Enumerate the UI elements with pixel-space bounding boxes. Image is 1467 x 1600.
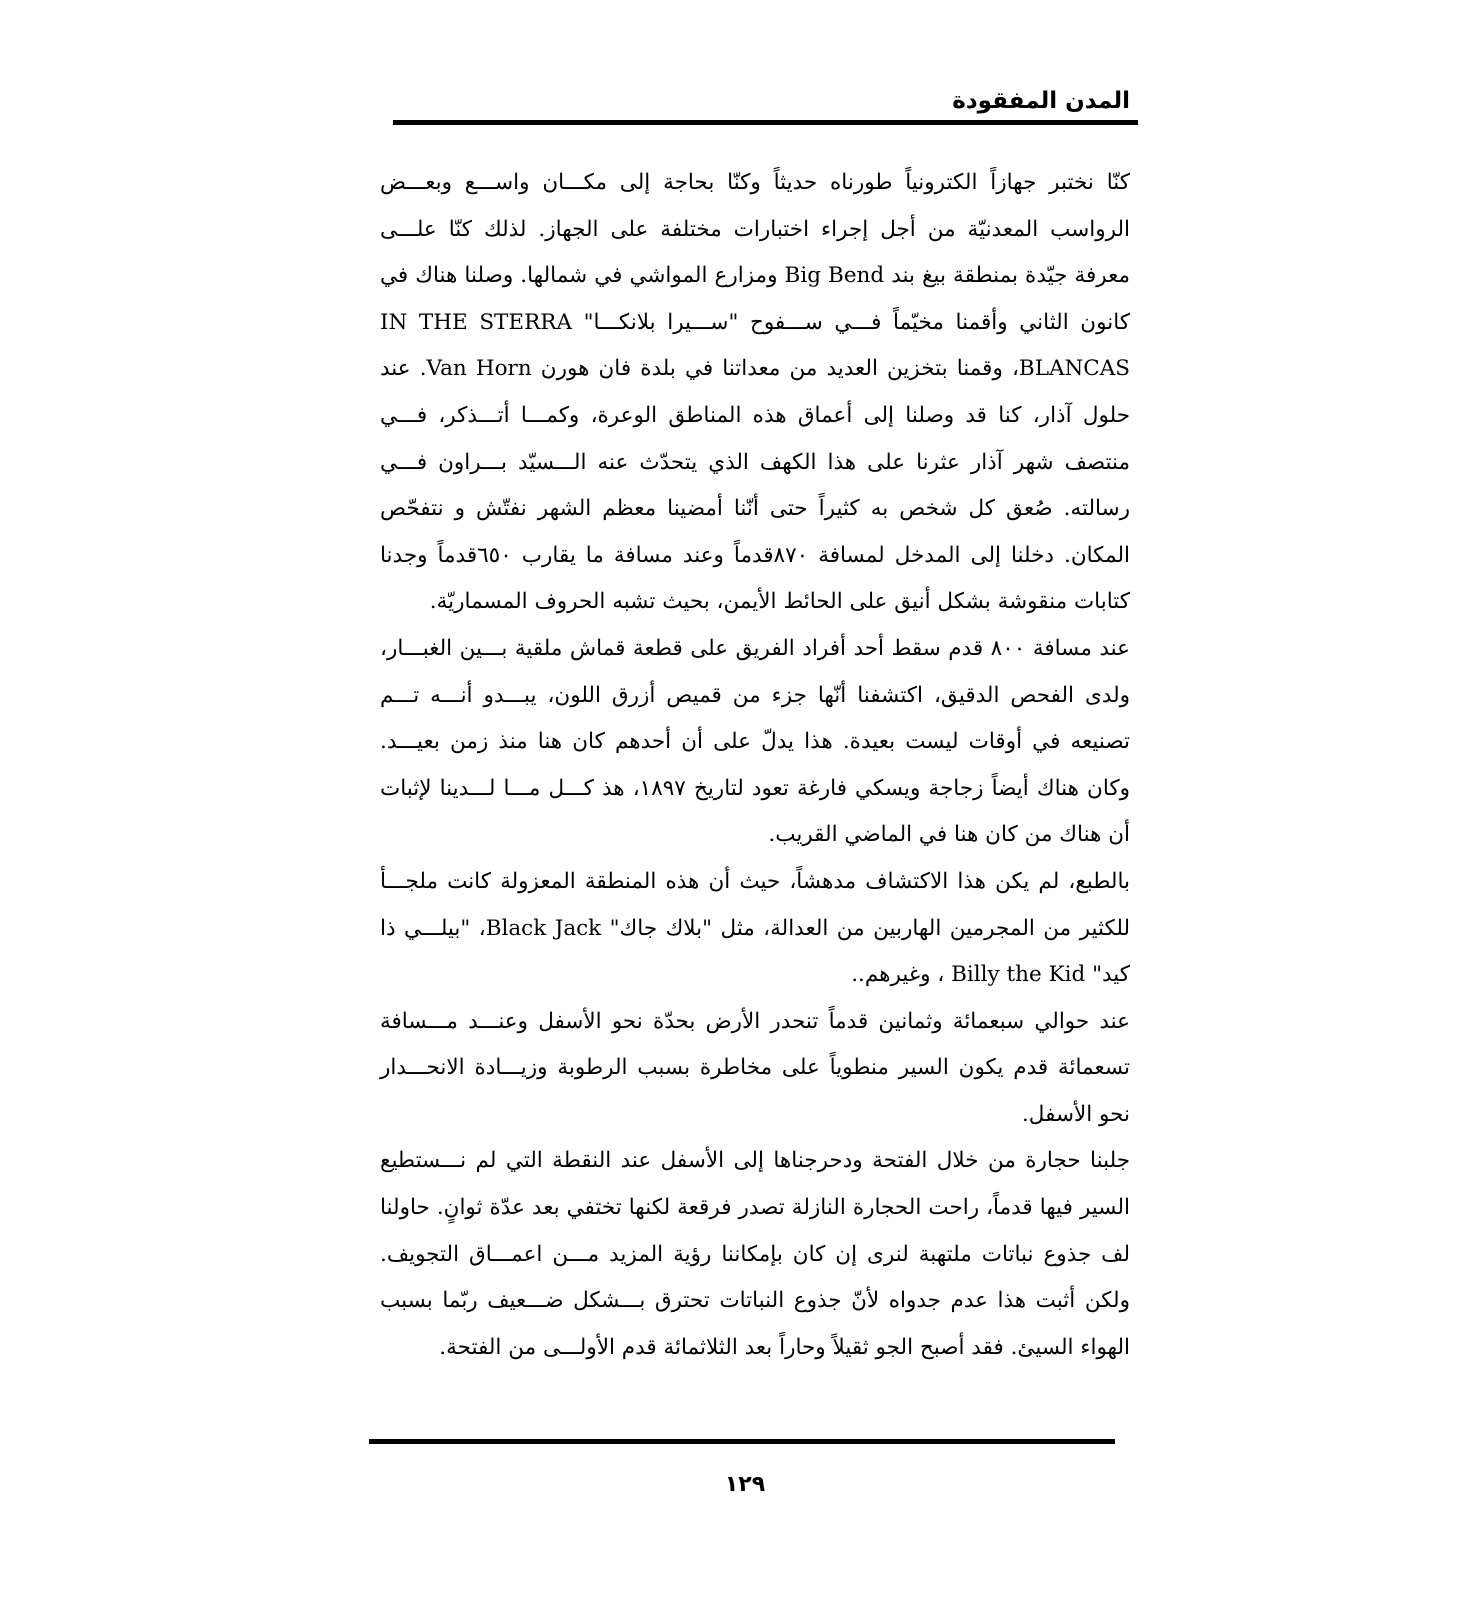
running-head-title: المدن المفقودة	[952, 88, 1130, 114]
page-number: ١٢٩	[724, 1472, 766, 1497]
paragraph: بالطبع، لم يكن هذا الاكتشاف مدهشاً، حيث أن هذه المنطقة المعزولة كانت ملجـــأ للكثير من المجرمين الهاربين من العدالة، مثل "بلاك جاك" Black Jack، "بيلـــي ذا كيد" Billy the Kid ، وغيرهم..	[380, 868, 1131, 988]
paragraph: عند حوالي سبعمائة وثمانين قدماً تنحدر الأرض بحدّة نحو الأسفل وعنـــد مـــسافة تسعمائة قدم يكون السير منطوياً على مخاطرة بسبب الرطوبة وزيـــادة الانحـــدار نحو الأسفل.	[380, 1008, 1130, 1127]
paragraph: جلبنا حجارة من خلال الفتحة ودحرجناها إلى الأسفل عند النقطة التي لم نـــستطيع السير فيها قدماً، راحت الحجارة النازلة تصدر فرقعة لكنها تختفي بعد عدّة ثوانٍ. حاولنا لف جذوع نباتات ملتهبة لنرى إن كان بإمكاننا رؤية المزيد مـــن اعمـــاق التجويف. ولكن أثبت هذا عدم جدواه لأنّ جذوع النباتات تحترق بـــشكل ضـــعيف ربّما بسبب الهواء السيئ. فقد أصبح الجو ثقيلاً وحاراً بعد الثلاثمائة قدم الأولـــى من الفتحة.	[380, 1148, 1130, 1360]
footer-rule	[369, 1439, 1115, 1444]
body-text	[380, 160, 1130, 1371]
paragraph: كنّا نختبر جهازاً الكترونياً طورناه حديثاً وكنّا بحاجة إلى مكـــان واســـع وبعـــض الرواسب المعدنيّة من أجل إجراء اختبارات مختلفة على الجهاز. لذلك كنّا علـــى معرفة جيّدة بمنطقة بيغ بند Big Bend ومزارع المواشي في شمالها. وصلنا هناك في كانون الثاني وأقمنا مخيّماً فـــي ســـفوح "ســـيرا بلانكـــا" IN THE STERRA BLANCAS، وقمنا بتخزين العديد من معداتنا في بلدة فان هورن Van Horn. عند حلول آذار، كنا قد وصلنا إلى أعماق هذه المناطق الوعرة، وكمـــا أتـــذكر، فـــي منتصف شهر آذار عثرنا على هذا الكهف الذي يتحدّث عنه الـــسيّد بـــراون فـــي رسالته. صُعق كل شخص به كثيراً حتى أنّنا أمضينا معظم الشهر نفتّش و نتفحّص المكان. دخلنا إلى المدخل لمسافة ٨٧٠قدماً وعند مسافة ما يقارب ٦٥٠قدماً وجدنا كتابات منقوشة بشكل أنيق على الحائط الأيمن، بحيث تشبه الحروف المسماريّة.	[380, 170, 1131, 615]
header-rule	[393, 120, 1138, 125]
paragraph: عند مسافة ٨٠٠ قدم سقط أحد أفراد الفريق على قطعة قماش ملقية بـــين الغبـــار، ولدى الفحص الدقيق، اكتشفنا أنّها جزء من قميص أزرق اللون، يبـــدو أنـــه تـــم تصنيعه في أوقات ليست بعيدة. هذا يدلّ على أن أحدهم كان هنا منذ زمن بعيـــد. وكان هناك أيضاً زجاجة ويسكي فارغة تعود لتاريخ ١٨٩٧، هذ كـــل مـــا لـــدينا لإثبات أن هناك من كان هنا في الماضي القريب.	[380, 635, 1130, 848]
